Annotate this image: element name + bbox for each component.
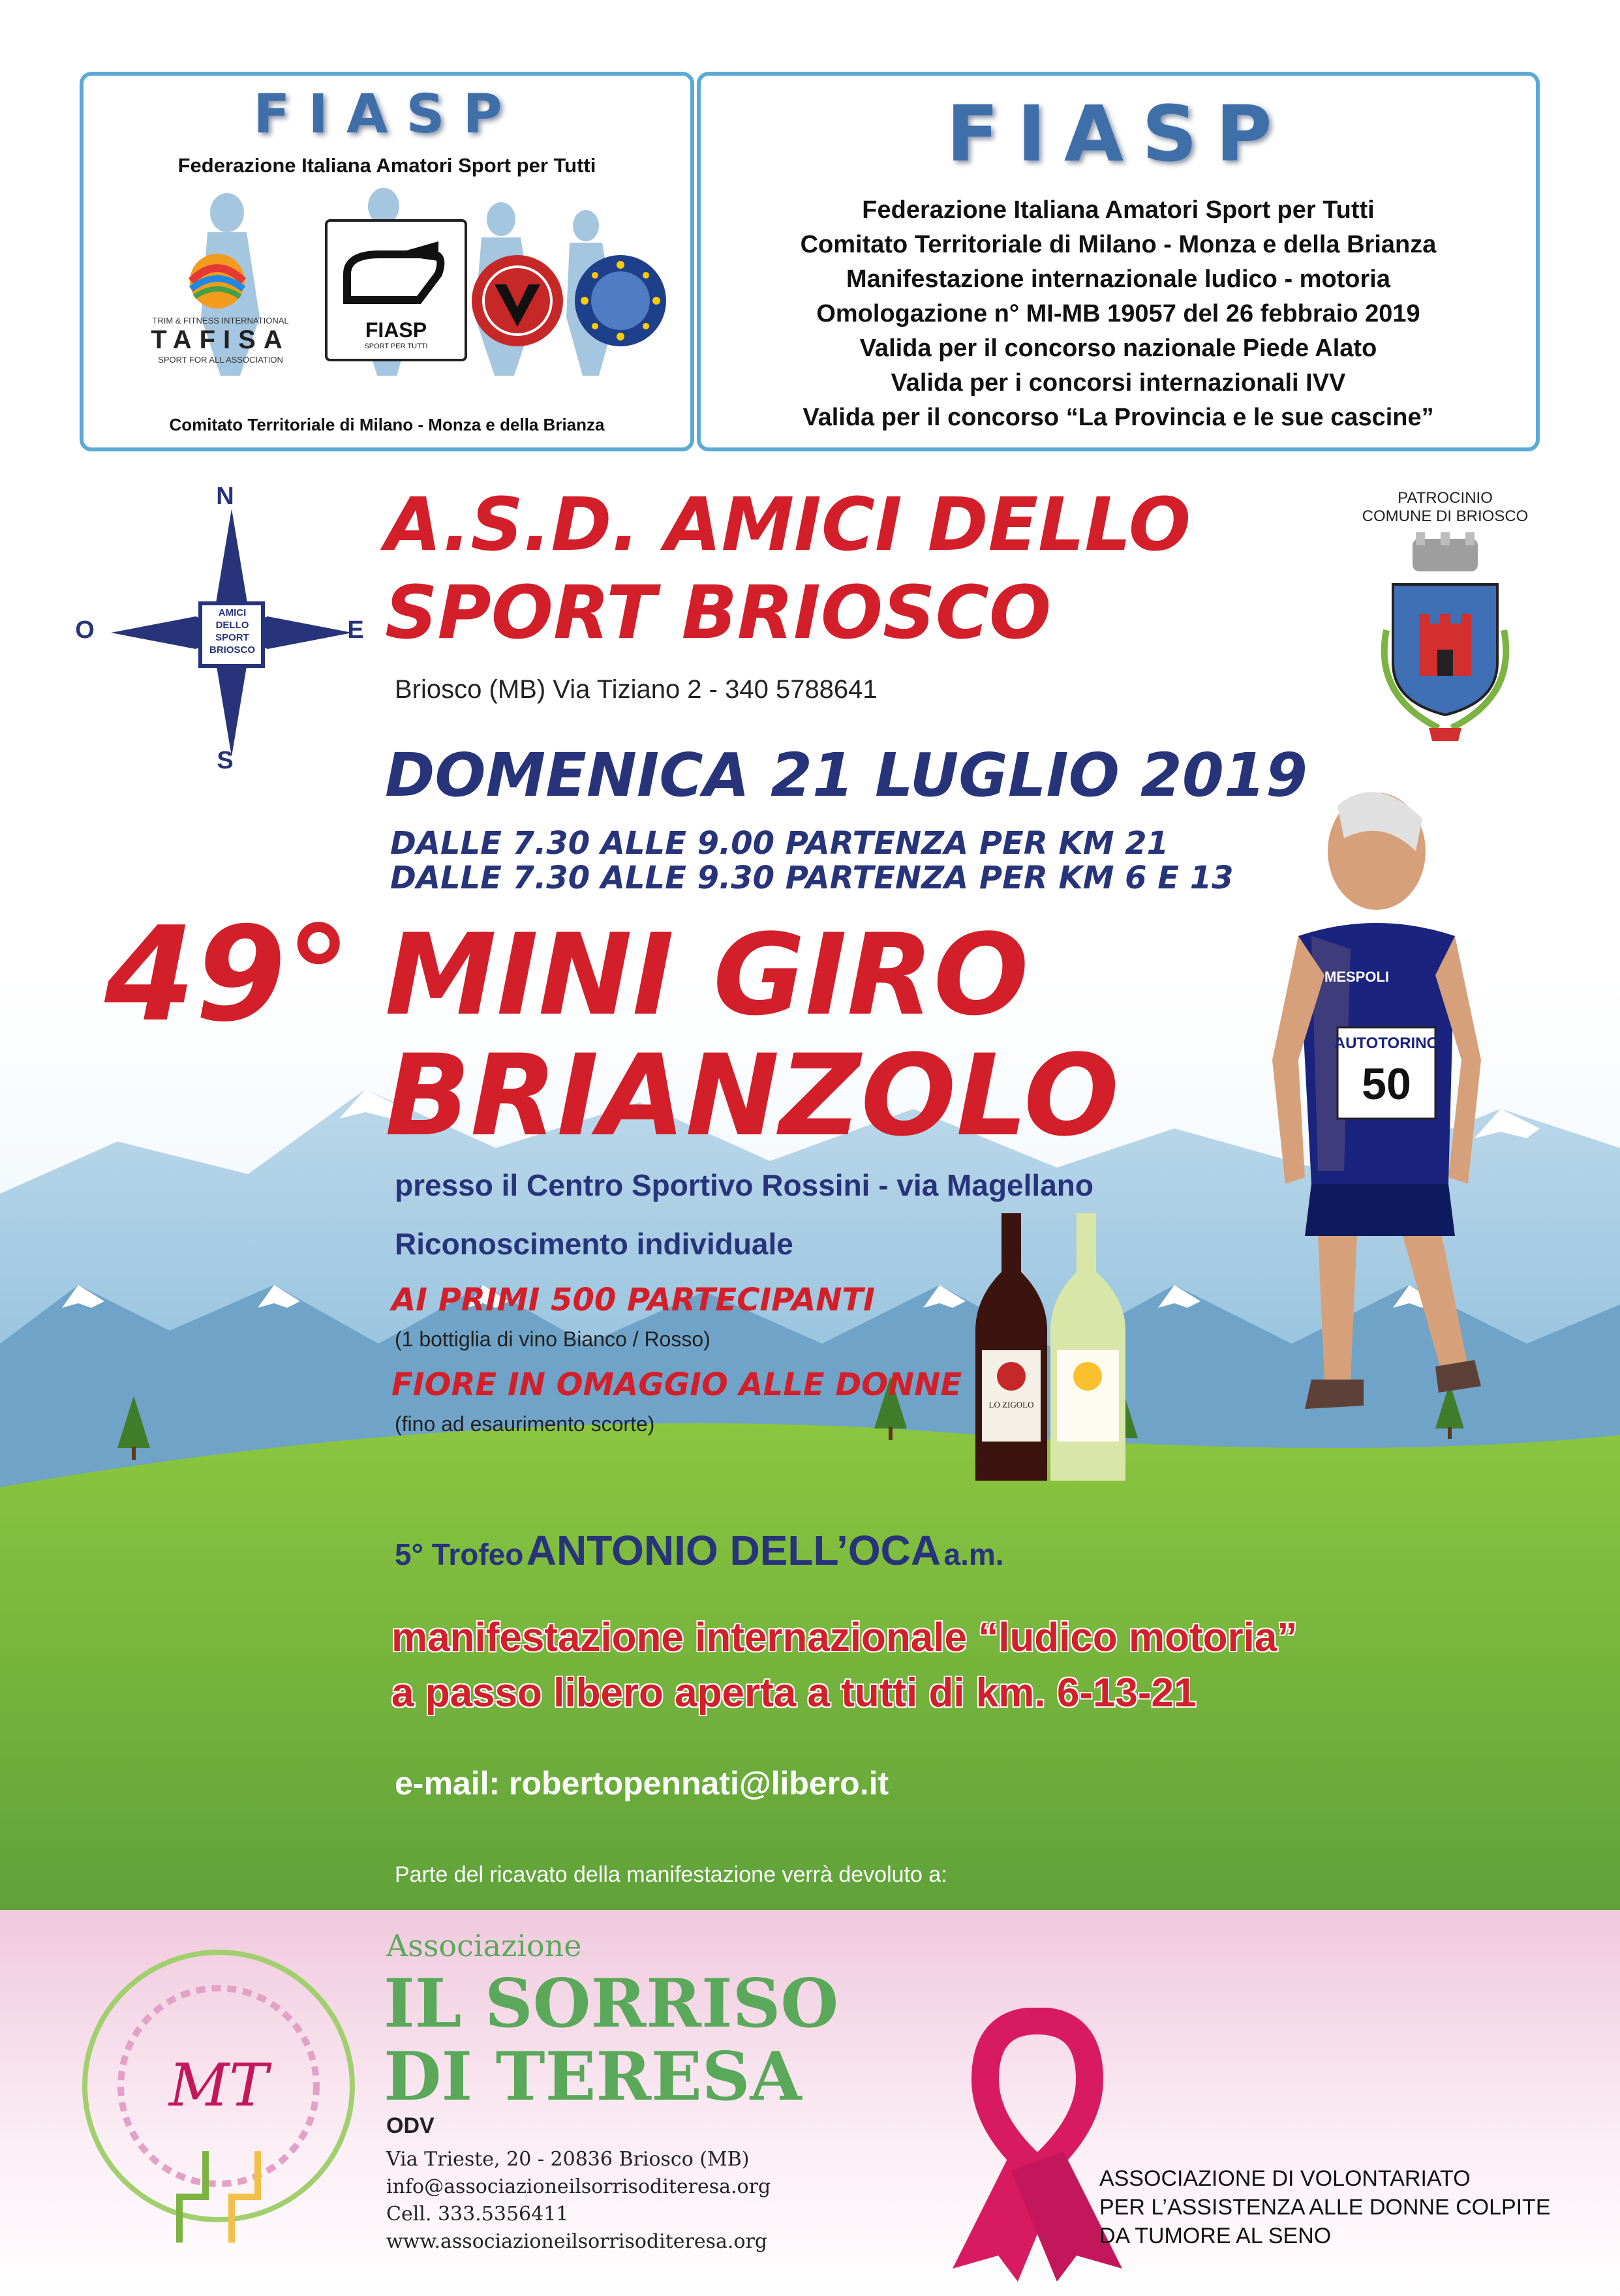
trophy-suffix: a.m. [943,1537,1004,1571]
european-globe-icon [572,252,669,350]
association-email[interactable]: info@associazioneilsorrisoditeresa.org [386,2175,771,2198]
tafisa-emblem-icon [181,249,253,314]
fiasp-left-footer: Comitato Territoriale di Milano - Monza e della Brianza [169,415,605,434]
patrocinio-line1: PATROCINIO [1398,489,1493,507]
event-description-2: a passo libero aperta a tutti di km. 6-13-21 [391,1670,1197,1715]
trophy-prefix: 5° Trofeo [395,1537,524,1571]
event-description-1: manifestazione internazionale “ludico motoria” [391,1615,1298,1660]
fiasp-info-line: Comitato Territoriale di Milano - Monza e della Brianza [800,231,1437,258]
association-name-line1: IL SORRISO [384,1965,839,2043]
comune-coat-of-arms-icon [1367,532,1523,748]
event-prize-1: AI PRIMI 500 PARTECIPANTI [391,1282,875,1318]
compass-s: S [217,747,234,774]
fiasp-badge-text: FIASP [365,318,427,342]
sorriso-di-teresa-logo [65,1936,372,2262]
runner-shirt-text: MESPOLI [1324,969,1390,985]
fiasp-badge [325,219,467,361]
patrocinio-line2: COMUNE DI BRIOSCO [1362,507,1529,525]
compass-center-line: AMICI [218,607,247,618]
fiasp-info-line: Valida per il concorso “La Provincia e le sue cascine” [802,404,1434,431]
fiasp-logo-box [80,72,694,451]
logo-initials: MT [168,2051,269,2120]
event-email[interactable]: e-mail: robertopennati@libero.it [395,1765,889,1802]
tafisa-top-text: TRIM & FITNESS INTERNATIONAL [152,316,289,325]
association-contacts [386,2146,771,2256]
event-prize-2: FIORE IN OMAGGIO ALLE DONNE [391,1367,962,1403]
association-name-line2: DI TERESA [384,2038,802,2116]
tafisa-sub: SPORT FOR ALL ASSOCIATION [158,355,283,365]
trophy-line [395,1526,1004,1575]
compass-center-text [201,607,264,656]
donation-note: Parte del ricavato della manifestazione verrà devoluto a: [395,1862,947,1887]
fiasp-info-line: Valida per i concorsi internazionali IVV [891,369,1346,397]
fiasp-info-line: Manifestazione internazionale ludico - motoria [846,265,1390,293]
volunteer-line2: PER L’ASSISTENZA ALLE DONNE COLPITE [1099,2195,1551,2220]
volunteer-line1: ASSOCIAZIONE DI VOLONTARIATO [1099,2166,1471,2191]
fiasp-shoe-icon [341,235,451,313]
event-title-line1: MINI GIRO [385,909,1029,1040]
wine-label-text: LO ZIGOLO [988,1400,1034,1410]
compass-e: E [347,616,364,644]
fiasp-info-line: Valida per il concorso nazionale Piede Alato [859,335,1377,362]
fiasp-badge-sub: SPORT PER TUTTI [364,342,428,350]
compass-center-line: BRIOSCO [209,644,255,656]
fiasp-logo-title: FIASP [253,83,521,145]
fiasp-info-box [697,72,1540,451]
compass-center-line: DELLO [215,620,249,631]
fiasp-info-title: FIASP [946,89,1291,179]
fiasp-subtitle: Federazione Italiana Amatori Sport per Tutti [177,154,596,177]
compass-n: N [216,483,234,510]
volunteer-line3: DA TUMORE AL SENO [1099,2224,1332,2248]
association-website[interactable]: www.associazioneilsorrisoditeresa.org [386,2230,768,2253]
association-section [0,1910,1620,2296]
runner-photo [1272,779,1488,1464]
club-address: Briosco (MB) Via Tiziano 2 - 340 5788641 [395,675,878,704]
ivv-globe-icon [468,252,566,350]
association-volunteer-text [1099,2164,1551,2250]
event-prize-2-note: (fino ad esaurimento scorte) [395,1412,655,1436]
tafisa-name: TAFISA [151,325,290,354]
event-edition: 49° [104,899,352,1051]
club-name-line1: A.S.D. AMICI DELLO [385,483,1191,567]
association-phone: Cell. 333.5356411 [386,2203,569,2226]
event-title-line2: BRIANZOLO [385,1030,1120,1161]
event-start-2: DALLE 7.30 ALLE 9.30 PARTENZA PER KM 6 E 13 [390,860,1234,896]
event-date: DOMENICA 21 LUGLIO 2019 [385,740,1307,810]
event-start-1: DALLE 7.30 ALLE 9.00 PARTENZA PER KM 21 [390,825,1169,862]
compass-o: O [75,616,95,644]
fiasp-info-line: Omologazione n° MI-MB 19057 del 26 febbraio 2019 [816,300,1420,327]
club-name-line2: SPORT BRIOSCO [385,571,1052,656]
trophy-name: ANTONIO DELL’OCA [526,1527,941,1574]
event-prize-1-note: (1 bottiglia di vino Bianco / Rosso) [395,1327,711,1351]
association-address: Via Trieste, 20 - 20836 Briosco (MB) [386,2148,750,2171]
fiasp-info-line: Federazione Italiana Amatori Sport per Tutti [862,196,1375,224]
runner-bib-number: 50 [1362,1059,1411,1109]
wine-bottles-image [969,1213,1132,1487]
association-odv: ODV [386,2113,435,2138]
association-prefix: Associazione [386,1928,582,1963]
event-recognition: Riconoscimento individuale [395,1227,793,1261]
fiasp-info-lines [701,193,1536,435]
compass-center-line: SPORT [215,632,249,643]
runner-sponsor: AUTOTORINO [1334,1035,1439,1052]
event-location: presso il Centro Sportivo Rossini - via Magellano [395,1168,1093,1202]
compass-logo [72,483,372,774]
patrocinio [1324,489,1566,751]
